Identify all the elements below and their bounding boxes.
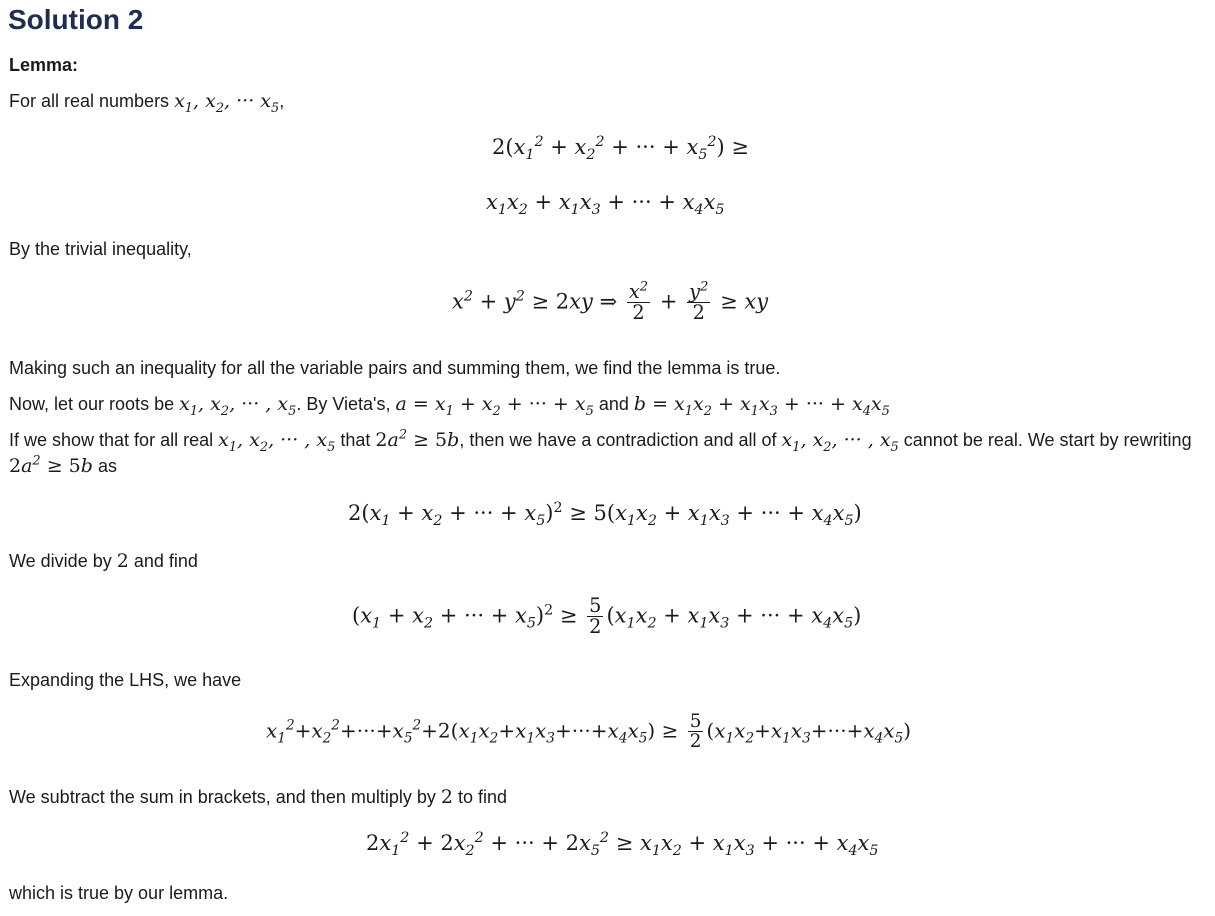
section-heading: Solution 2 <box>8 4 144 35</box>
expanded-inequality: $x_1^2+x_2^2+\cdot\cdot\cdot+x_5^2+2(x_1x_2+x_1x_3+\cdot\cdot\cdot+x_4x_5)$ ≥ $\frac{5}{2}$ $(x_1x_2+x_1x_3+\cdot\cdot\cdot+x_4x_5)$ <box>266 711 912 753</box>
contradiction-text: If we show that for all real $x_1$, $x_2$, ··· , $x_5$ that $2a^2 \ge 5b$, then we have a contradiction and all of $x_1$, $x_2$, ··· , $x_5$ cannot be real. We start by rewriting $2a^2 \ge 5b$ as <box>9 427 1192 477</box>
rewritten-inequality: $2(x_1 + x_2$ + ··· + $x_5)^2 \ge 5(x_1x_2 + x_1x_3$ + ··· + $x_4x_5$) <box>348 500 862 530</box>
conclusion-text: which is true by our lemma. <box>9 883 229 903</box>
final-inequality: $2x_1^2 + 2x_2^2$ + ··· + $2x_5^2 \ge x_1x_2 + x_1x_3$ + ··· + $x_4x_5$ <box>366 830 879 860</box>
trivial-inequality-equation: $x^2 + y^2 \ge 2xy$ ⇒ $\frac{x^2}{2}$ + $\frac{y^2}{2}$ ≥ xy <box>452 279 769 325</box>
trivial-inequality-text: By the trivial inequality, <box>9 239 192 259</box>
lemma-equation-line2: $x_1x_2 + x_1x_3$ + ··· + $x_4x_5$ <box>486 190 725 219</box>
vieta-text: Now, let our roots be $x_1$, $x_2$, ··· , $x_5$. By Vieta's, $a = x_1 + x_2$ + ··· + $x_5$ and $b = x_1x_2 + x_1x_3$ + ··· + $x_4x_5$ <box>9 393 890 419</box>
divide-text: We divide by 2 and find <box>9 550 198 572</box>
lemma-label: Lemma: <box>9 55 79 75</box>
summing-text: Making such an inequality for all the variable pairs and summing them, we find the lemma is true. <box>9 358 781 378</box>
subtract-text: We subtract the sum in brackets, and then multiply by 2 to find <box>9 786 508 808</box>
lemma-statement: For all real numbers $x_1$, $x_2$, ··· $x_5$, <box>9 90 285 116</box>
lemma-equation-line1: $2(x_1^2 + x_2^2$ + ··· + $x_5^2$) ≥ <box>492 134 749 164</box>
expanding-text: Expanding the LHS, we have <box>9 670 242 690</box>
divided-inequality: ($x_1 + x_2$ + ··· + $x_5)^2$ ≥ $\frac{5}{2}$ ($x_1x_2 + x_1x_3$ + ··· + $x_4x_5$) <box>352 594 862 639</box>
